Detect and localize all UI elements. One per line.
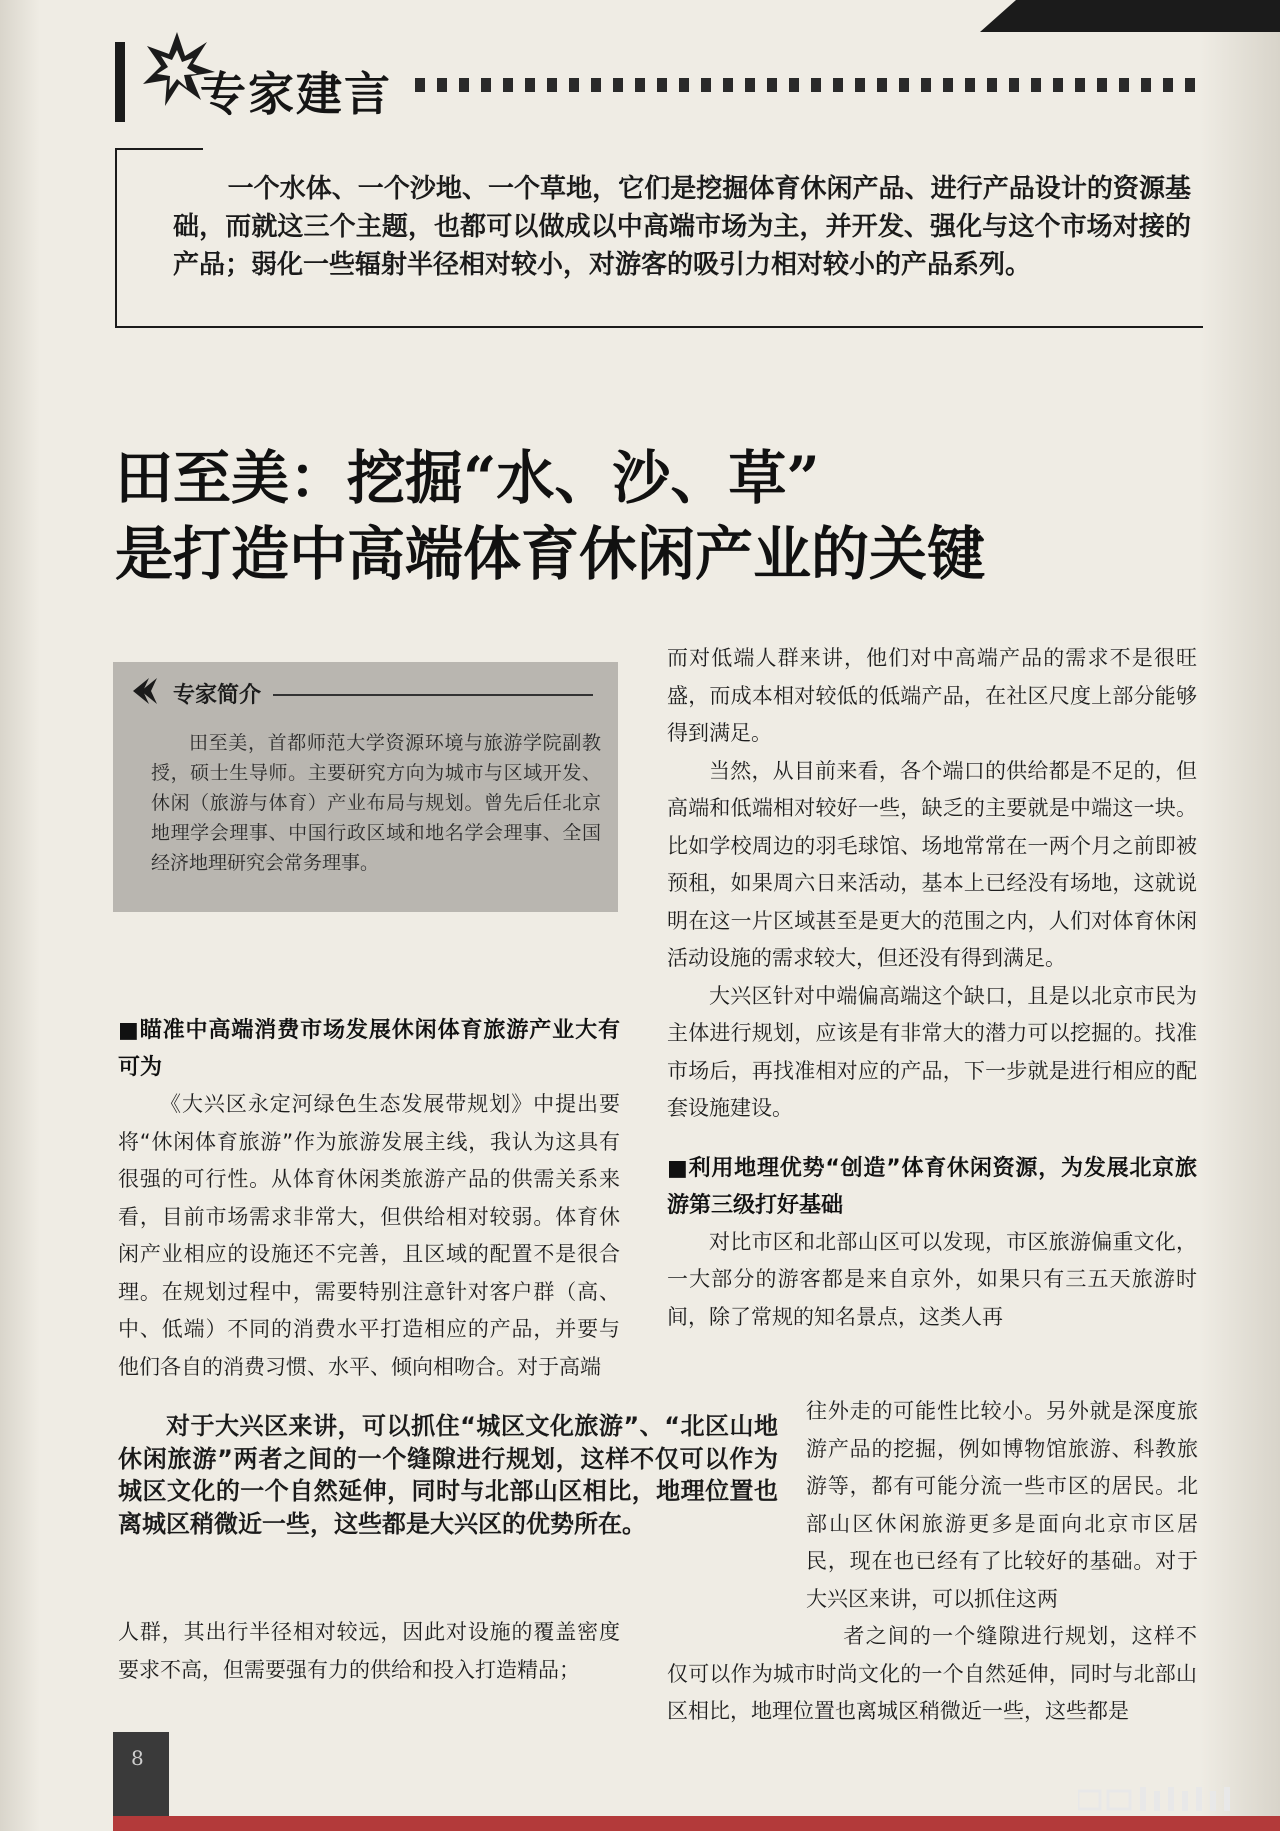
left-paragraph-1: 《大兴区永定河绿色生态发展带规划》中提出要将“休闲体育旅游”作为旅游发展主线，我认为这具有很强的可行性。从体育休闲类旅游产品的供需关系来看，目前市场需求非常大，但供给相对较弱。体育休闲产业相应的设施还不完善，且区域的配置不是很合理。在规划过程中，需要特别注意针对客户群（高、中、低端）不同的消费水平打造相应的产品，并要与他们各自的消费习惯、水平、倾向相吻合。对于高端 [118,1092,620,1379]
headline-line-2: 是打造中高端体育休闲产业的关键 [115,520,986,588]
section-dotted-rule [415,78,1195,92]
right-paragraph-3: 大兴区针对中端偏高端这个缺口，且是以北京市民为主体进行规划，应该是有非常大的潜力可以挖掘的。找准市场后，再找准相对应的产品，下一步就是进行相应的配套设施建设。 [667,983,1197,1120]
right-paragraph-4: 对比市区和北部山区可以发现，市区旅游偏重文化，一大部分的游客都是来自京外，如果只有三五天旅游时间，除了常规的知名景点，这类人再 [667,1229,1197,1329]
subheading-1: ■瞄准中高端消费市场发展休闲体育旅游产业大有可为 [118,1018,620,1080]
intro-box-top-line [115,148,203,150]
headline-line-1: 田至美：挖掘“水、沙、草” [115,444,820,512]
intro-box-left-line [115,148,117,328]
section-title: 专家建言 [200,67,392,121]
right-column-lower [667,1618,1197,1731]
right-paragraph-2: 当然，从目前来看，各个端口的供给都是不足的，但高端和低端相对较好一些，缺乏的主要就是中端这一块。比如学校周边的羽毛球馆、场地常常在一两个月之前即被预租，如果周六日来活动，基本上已经没有场地，这就说明在这一片区域甚至是更大的范围之内，人们对体育休闲活动设施的需求较大，但还没有得到满足。 [667,758,1197,970]
right-column-inset [806,1393,1198,1618]
intro-box-bottom-line [115,326,1203,328]
left-column-upper [118,1012,620,1386]
intro-box [115,148,1203,328]
right-column-upper [667,640,1197,1336]
expert-bio-box [113,662,618,912]
subheading-2: ■利用地理优势“创造”体育休闲资源，为发展北京旅游第三级打好基础 [667,1155,1197,1218]
page-number: 8 [113,1732,169,1816]
intro-text: 一个水体、一个沙地、一个草地，它们是挖掘体育休闲产品、进行产品设计的资源基础，而就这三个主题，也都可以做成以中高端市场为主，并开发、强化与这个市场对接的产品；弱化一些辐射半径相对较小，对游客的吸引力相对较小的产品系列。 [173,174,1191,280]
footer-red-band [113,1816,1280,1831]
expert-bio-text: 田至美，首都师范大学资源环境与旅游学院副教授，硕士生导师。主要研究方向为城市与区域开发、休闲（旅游与体育）产业布局与规划。曾先后任北京地理学会理事、中国行政区域和地名学会理事、全国经济地理研究会常务理事。 [151,732,601,874]
watermark-bars-icon [1078,1785,1258,1813]
section-header [115,28,1195,124]
right-paragraph-6: 者之间的一个缝隙进行规划，这样不仅可以作为城市时尚文化的一个自然延伸，同时与北部山区相比，地理位置也离城区稍微近一些，这些都是 [667,1624,1197,1723]
chevron-left-icon [133,676,163,706]
expert-bio-label: 专家简介 [173,683,262,708]
pull-quote: 对于大兴区来讲，可以抓住“城区文化旅游”、“北区山地休闲旅游”两者之间的一个缝隙进行规划，这样不仅可以作为城区文化的一个自然延伸，同时与北部山区相比，地理位置也离城区稍微近一些，这些都是大兴区的优势所在。 [118,1412,778,1538]
section-header-bar [115,42,125,122]
left-paragraph-2: 人群，其出行半径相对较远，因此对设施的覆盖密度要求不高，但需要强有力的供给和投入打造精品； [118,1620,620,1682]
left-column-lower [118,1614,620,1689]
page-footer [113,1732,1280,1831]
right-paragraph-5: 往外走的可能性比较小。另外就是深度旅游产品的挖掘，例如博物馆旅游、科教旅游等，都有可能分流一些市区的居民。北部山区休闲旅游更多是面向北京市区居民，现在也已经有了比较好的基础。对于大兴区来讲，可以抓住这两 [806,1399,1198,1611]
expert-bio-rule [273,694,593,696]
right-paragraph-1: 而对低端人群来讲，他们对中高端产品的需求不是很旺盛，而成本相对较低的低端产品，在社区尺度上部分能够得到满足。 [667,646,1197,745]
article-headline [115,440,1115,592]
